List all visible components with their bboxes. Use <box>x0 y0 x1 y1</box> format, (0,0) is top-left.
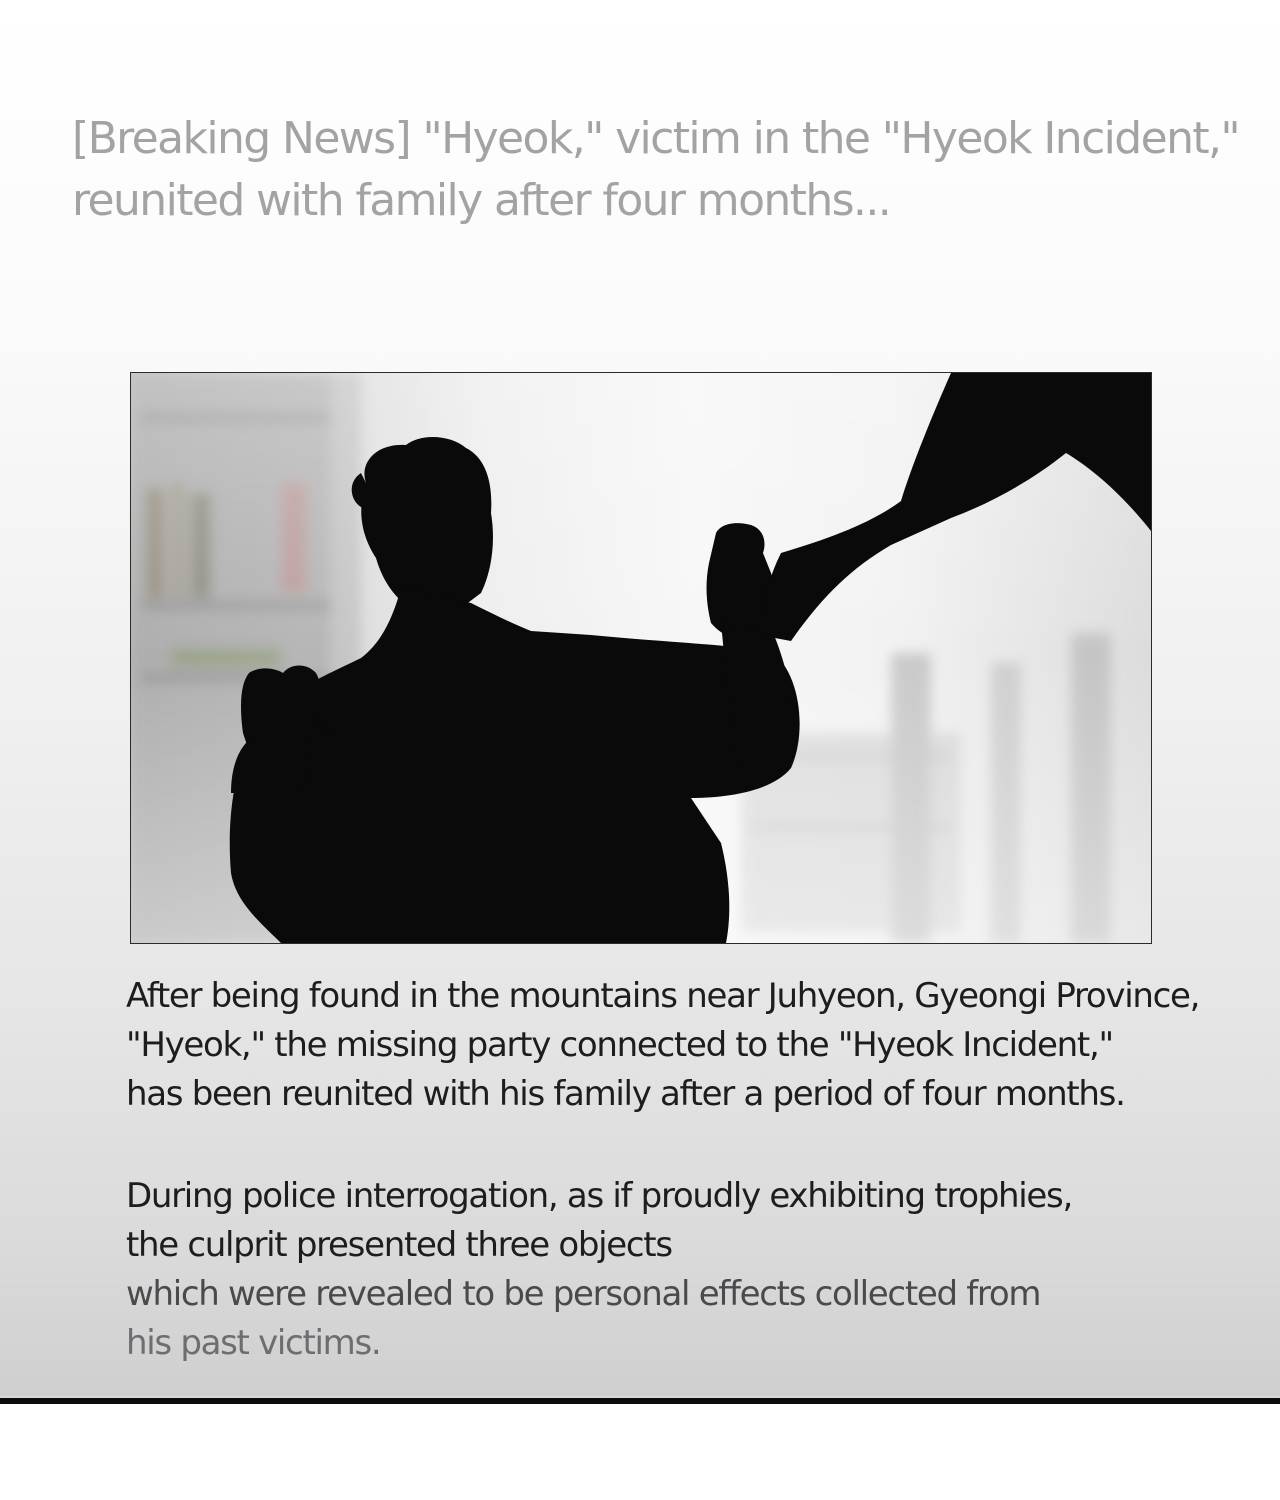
paragraph-1-line-3: has been reunited with his family after a period of four months. <box>126 1074 1125 1114</box>
paragraph-1-line-1: After being found in the mountains near Juhyeon, Gyeongi Province, <box>126 976 1200 1016</box>
headline <box>72 108 1272 232</box>
paragraph-2-line-4: his past victims. <box>126 1323 381 1363</box>
silhouette-illustration <box>131 373 1151 943</box>
paragraph-2-line-3: which were revealed to be personal effects collected from <box>126 1274 1041 1314</box>
article-paragraph-1 <box>126 972 1266 1119</box>
illustration-panel <box>130 372 1152 944</box>
headline-line-2: reunited with family after four months... <box>72 175 891 226</box>
divider-rule <box>0 1398 1280 1404</box>
paragraph-2-line-1: During police interrogation, as if proudly exhibiting trophies, <box>126 1176 1072 1216</box>
article-paragraph-2 <box>126 1172 1266 1368</box>
paragraph-2-line-2: the culprit presented three objects <box>126 1225 672 1265</box>
headline-line-1: [Breaking News] "Hyeok," victim in the "Hyeok Incident," <box>72 113 1240 164</box>
paragraph-1-line-2: "Hyeok," the missing party connected to the "Hyeok Incident," <box>126 1025 1113 1065</box>
